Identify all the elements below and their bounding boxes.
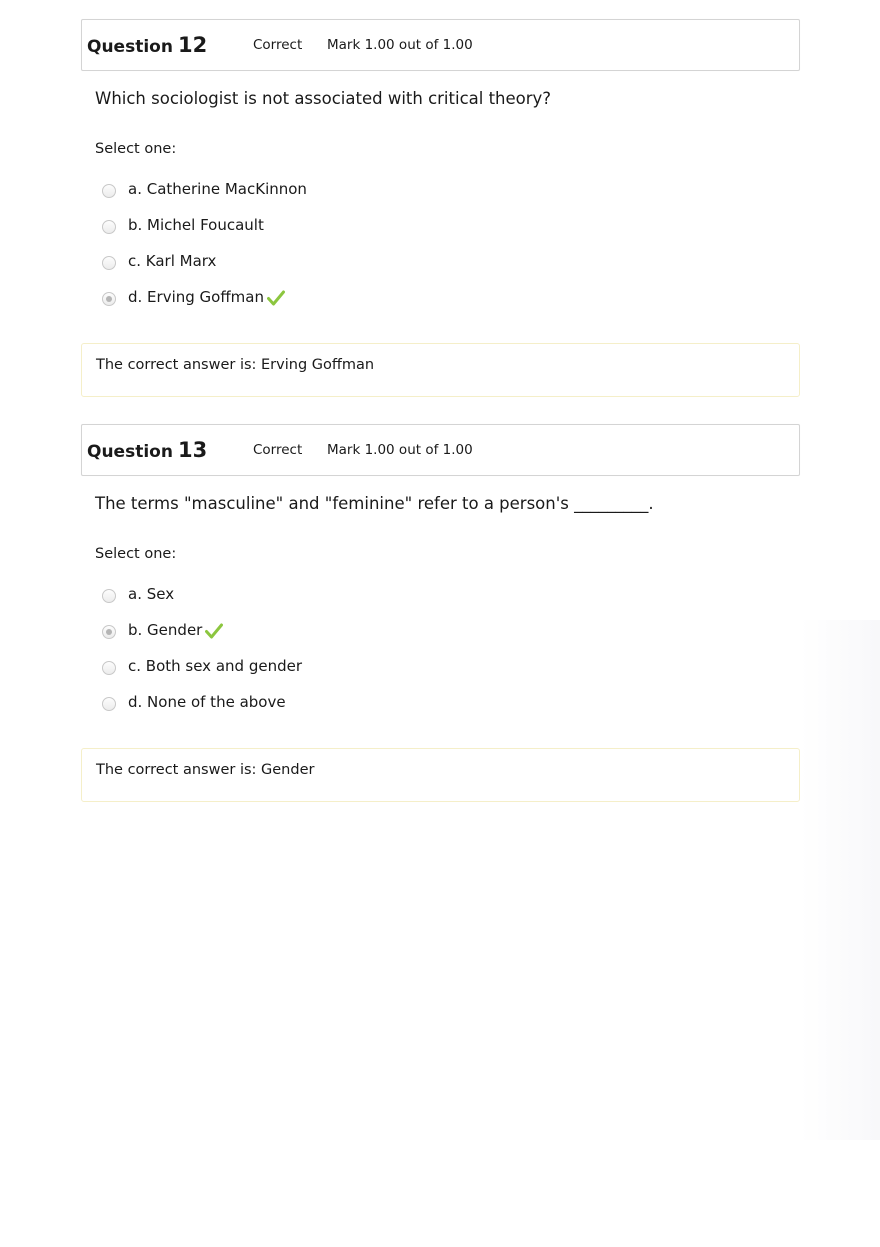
question-12 xyxy=(81,19,800,315)
answer-option-b xyxy=(102,207,800,243)
option-label: a. Catherine MacKinnon xyxy=(128,180,307,198)
question-grade: Mark 1.00 out of 1.00 xyxy=(327,442,473,458)
select-one-prompt: Select one: xyxy=(95,546,177,562)
question-number: 12 xyxy=(177,33,208,57)
option-label: a. Sex xyxy=(128,585,175,603)
correct-answer-text: The correct answer is: Gender xyxy=(96,762,315,778)
answer-option-a xyxy=(102,576,800,612)
radio-button[interactable] xyxy=(102,697,116,711)
radio-button[interactable] xyxy=(102,589,116,603)
question-13 xyxy=(81,424,800,720)
answer-option-a xyxy=(102,171,800,207)
answer-option-b xyxy=(102,612,800,648)
background-shade xyxy=(800,620,880,1140)
correct-answer-text: The correct answer is: Erving Goffman xyxy=(96,357,375,373)
answer-option-d xyxy=(102,684,800,720)
answer-options xyxy=(102,576,800,720)
radio-button[interactable] xyxy=(102,184,116,198)
question-state: Correct xyxy=(253,37,303,53)
radio-button[interactable] xyxy=(102,661,116,675)
question-13-feedback xyxy=(81,748,800,802)
question-title: Question 13 xyxy=(87,438,208,462)
answer-options xyxy=(102,171,800,315)
question-text: The terms "masculine" and "feminine" refer to a person's _________. xyxy=(95,494,654,513)
question-12-feedback xyxy=(81,343,800,397)
checkmark-icon xyxy=(267,290,285,306)
option-label: c. Both sex and gender xyxy=(128,657,302,675)
question-title: Question 12 xyxy=(87,33,208,57)
question-info-header xyxy=(81,19,800,71)
radio-button[interactable] xyxy=(102,220,116,234)
question-info-header xyxy=(81,424,800,476)
option-label: b. Gender xyxy=(128,621,203,639)
answer-option-d xyxy=(102,279,800,315)
answer-option-c xyxy=(102,648,800,684)
question-text: Which sociologist is not associated with critical theory? xyxy=(95,89,552,108)
option-label: d. Erving Goffman xyxy=(128,288,264,306)
checkmark-icon xyxy=(205,623,223,639)
question-grade: Mark 1.00 out of 1.00 xyxy=(327,37,473,53)
radio-button-selected[interactable] xyxy=(102,292,116,306)
option-label: c. Karl Marx xyxy=(128,252,217,270)
answer-option-c xyxy=(102,243,800,279)
select-one-prompt: Select one: xyxy=(95,141,177,157)
question-state: Correct xyxy=(253,442,303,458)
radio-button-selected[interactable] xyxy=(102,625,116,639)
option-label: d. None of the above xyxy=(128,693,286,711)
option-label: b. Michel Foucault xyxy=(128,216,264,234)
radio-button[interactable] xyxy=(102,256,116,270)
question-number: 13 xyxy=(177,438,208,462)
